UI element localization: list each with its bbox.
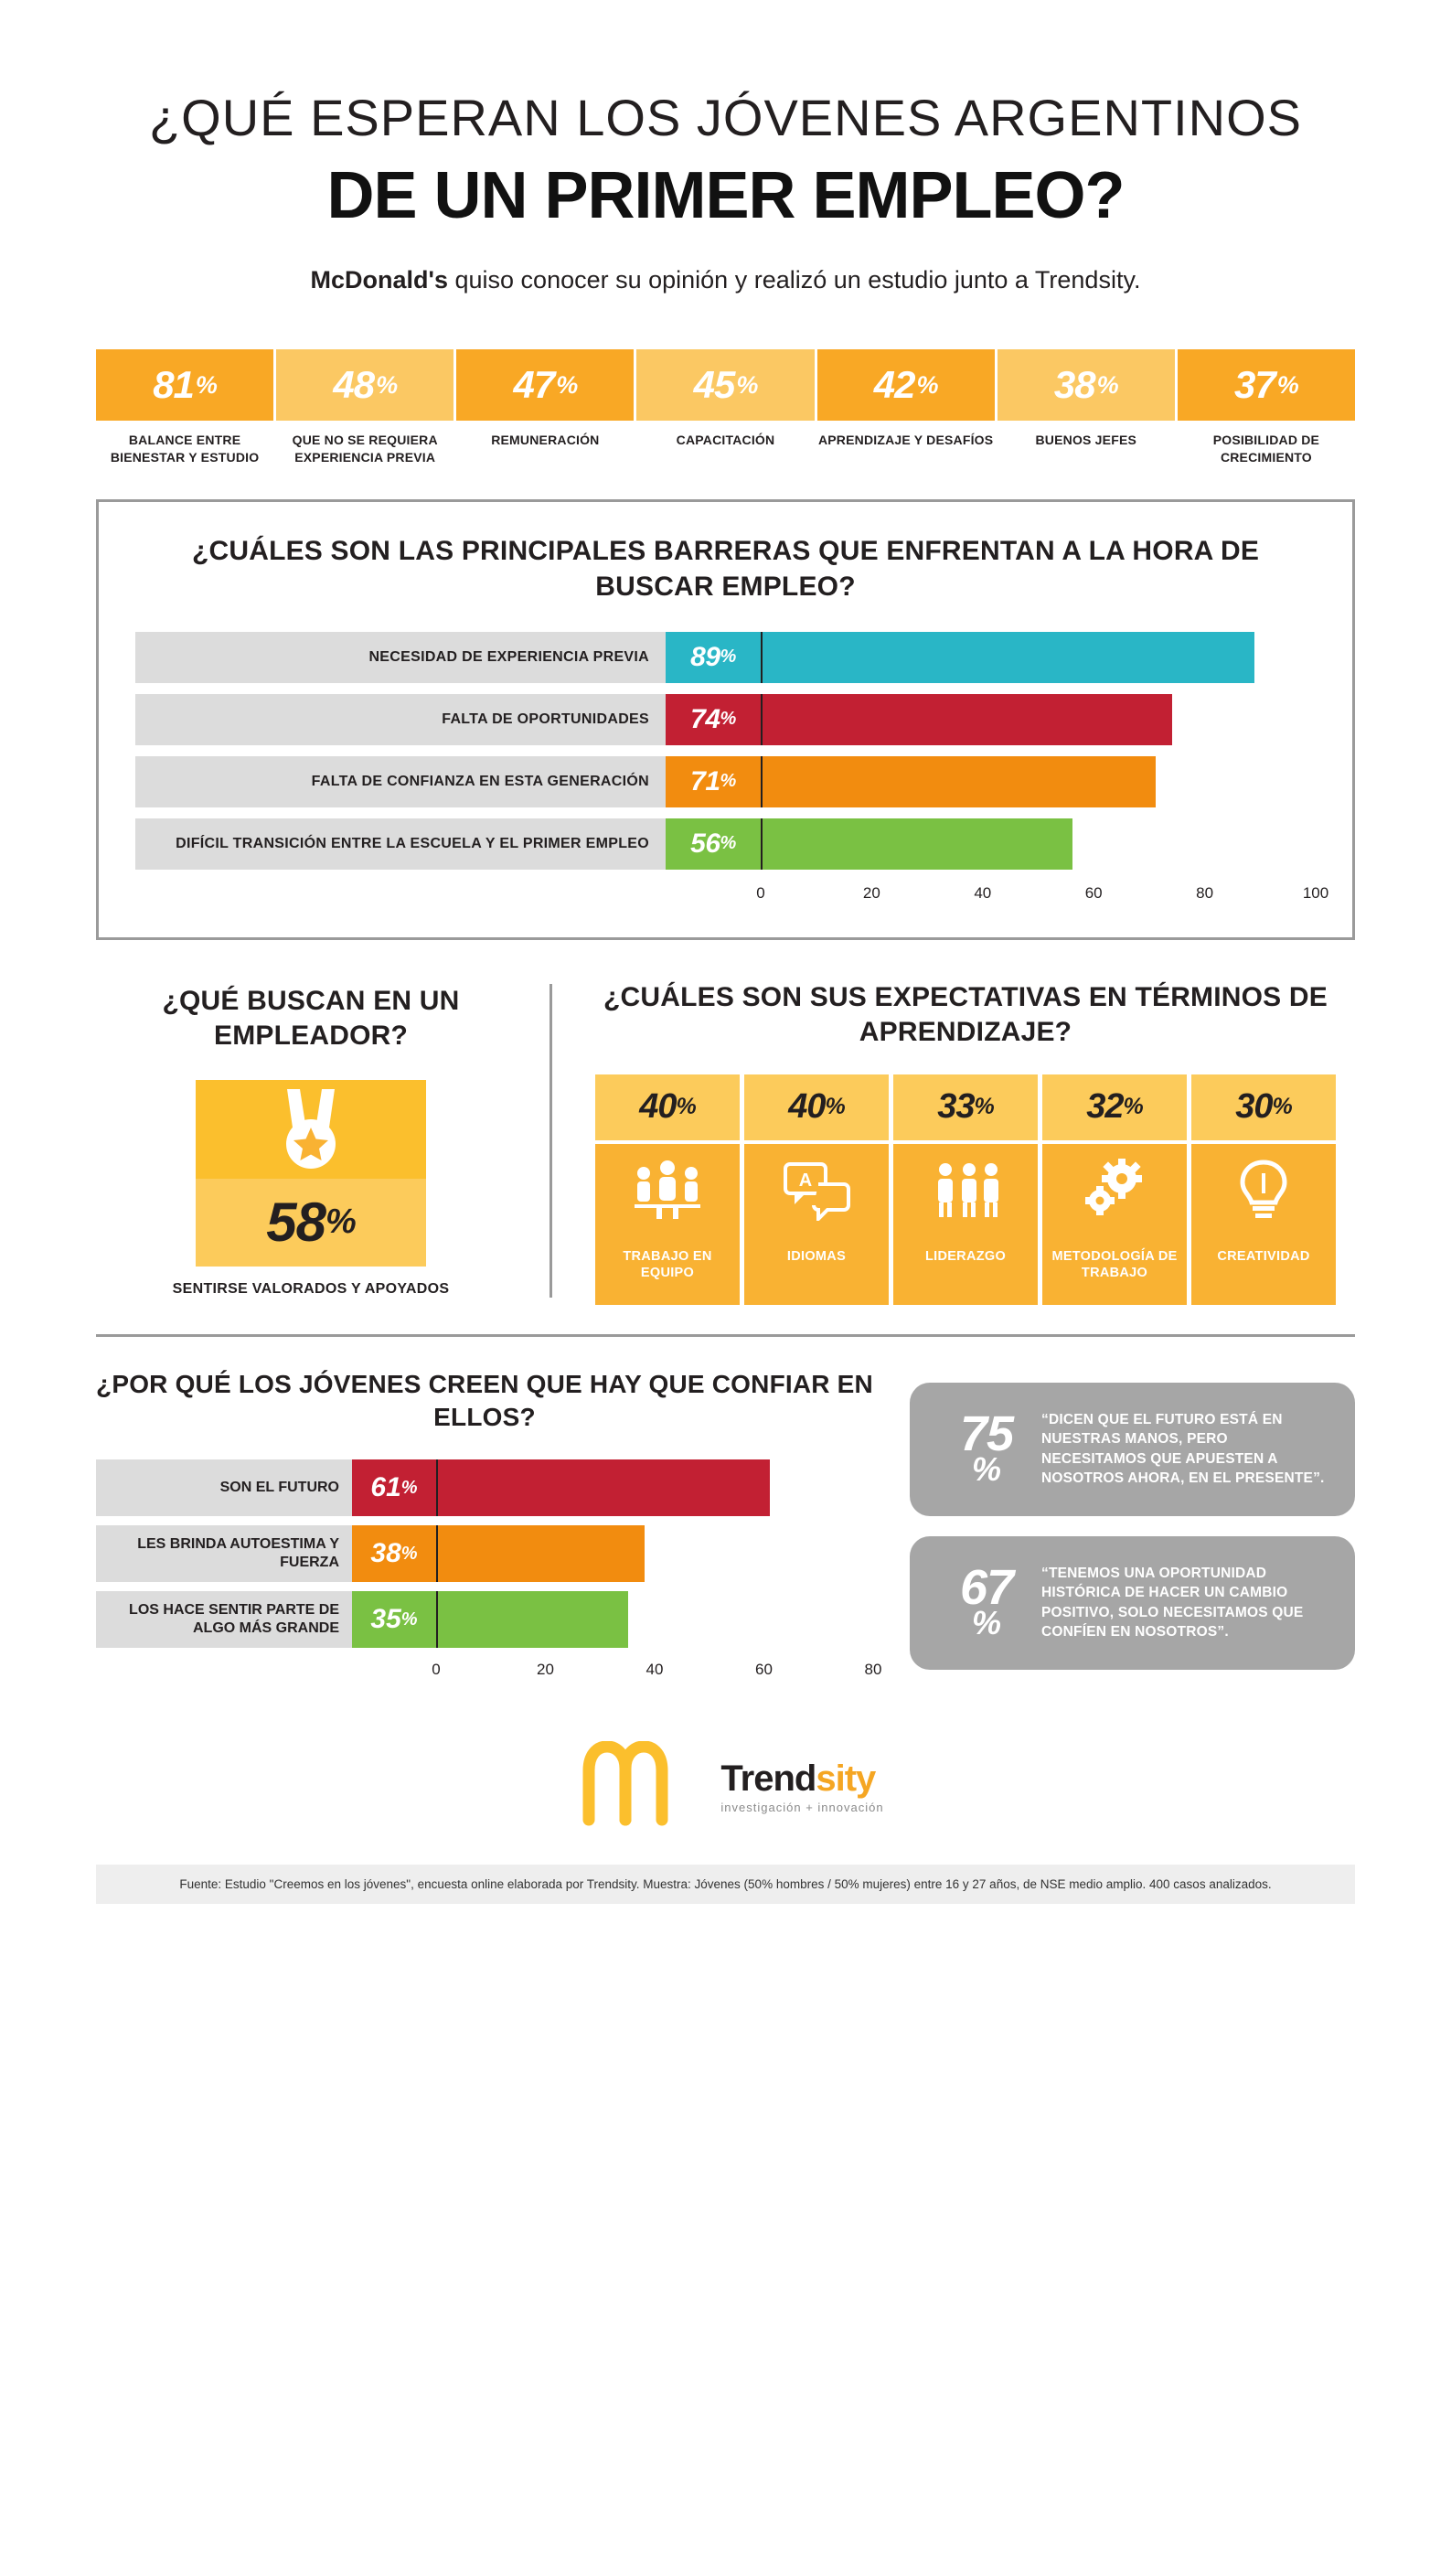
infographic-page (0, 88, 1451, 2576)
vertical-divider (549, 984, 552, 1298)
strip-value-box (456, 349, 634, 421)
learning-item (744, 1074, 889, 1281)
strip-pct: % (195, 370, 217, 399)
bar-fill (763, 756, 1156, 807)
strip-pct: % (916, 370, 938, 399)
quote-text: “TENEMOS UNA OPORTUNIDAD HISTÓRICA DE HACER UN CAMBIO POSITIVO, SOLO NECESITAMOS QUE CONFÍEN EN NOSOTROS”. (1041, 1565, 1304, 1640)
strip-value-box (276, 349, 453, 421)
trust-chart (96, 1459, 882, 1686)
learning-value: 32 % (1042, 1074, 1187, 1140)
bar-fill (763, 632, 1254, 683)
svg-text:A: A (798, 1170, 813, 1191)
strip-value: 48 (333, 363, 375, 406)
strip-value-box (96, 349, 273, 421)
employer-caption: SENTIRSE VALORADOS Y APOYADOS (172, 1280, 450, 1297)
bar-label: DIFÍCIL TRANSICIÓN ENTRE LA ESCUELA Y EL PRIMER EMPLEO (135, 818, 666, 870)
bar-label: FALTA DE OPORTUNIDADES (135, 694, 666, 745)
strip-value: 47 (513, 363, 555, 406)
quote-value: 75 % (959, 1406, 1014, 1489)
trendsity-tagline: investigación + innovación (720, 1800, 884, 1814)
axis-tick: 100 (1302, 883, 1329, 902)
barriers-chart (135, 632, 1329, 912)
quote-card (910, 1383, 1355, 1516)
learning-label: TRABAJO EN EQUIPO (623, 1248, 712, 1280)
learning-block (576, 980, 1355, 1281)
bar-label: SON EL FUTURO (96, 1459, 352, 1516)
bar-fill (438, 1525, 645, 1582)
speech-bubbles-icon (744, 1144, 889, 1305)
strip-item (636, 349, 814, 466)
bar-track (761, 756, 1316, 807)
bar-row (135, 694, 1316, 745)
employer-value: 58 % (196, 1179, 426, 1267)
learning-label: LIDERAZGO (924, 1248, 1007, 1264)
section-divider (96, 1334, 1355, 1337)
quotes-block (873, 1368, 1355, 1690)
strip-value: 45 (693, 363, 735, 406)
bar-row (135, 818, 1316, 870)
strip-pct: % (556, 370, 578, 399)
strip-label: QUE NO SE REQUIERA EXPERIENCIA PREVIA (292, 433, 438, 465)
bar-row (96, 1525, 873, 1582)
bar-track (761, 818, 1316, 870)
learning-value: 30 % (1191, 1074, 1336, 1140)
strip-label: REMUNERACIÓN (491, 433, 600, 447)
axis-tick: 20 (537, 1661, 554, 1679)
medal-icon (196, 1080, 426, 1179)
bar-value: 56 % (666, 818, 761, 870)
employer-title: ¿QUÉ BUSCAN EN UN EMPLEADOR? (162, 985, 460, 1052)
bar-row (135, 632, 1316, 683)
bar-fill (763, 818, 1072, 870)
bar-fill (763, 694, 1172, 745)
strip-label: APRENDIZAJE Y DESAFÍOS (817, 433, 994, 447)
mcdonalds-logo (567, 1741, 684, 1833)
barriers-x-axis (756, 881, 1329, 912)
strip-label: BALANCE ENTRE BIENESTAR Y ESTUDIO (110, 433, 260, 465)
bar-value: 61 % (352, 1459, 436, 1516)
bar-value: 35 % (352, 1591, 436, 1648)
learning-item (595, 1074, 740, 1281)
axis-tick: 40 (645, 1661, 664, 1679)
strip-value: 81 (153, 363, 194, 406)
bar-label: LES BRINDA AUTOESTIMA Y FUERZA (96, 1525, 352, 1582)
bar-track (436, 1525, 873, 1582)
bar-label: FALTA DE CONFIANZA EN ESTA GENERACIÓN (135, 756, 666, 807)
axis-tick: 0 (432, 1661, 441, 1679)
subtitle-rest: quiso conocer su opinión y realizó un estudio junto a Trendsity. (448, 266, 1141, 294)
axis-tick: 20 (862, 883, 880, 902)
strip-value: 42 (873, 363, 915, 406)
strip-pct: % (1096, 370, 1118, 399)
strip-pct: % (736, 370, 758, 399)
learning-item (893, 1074, 1038, 1281)
quote-value: 67 % (959, 1560, 1014, 1642)
axis-tick: 60 (755, 1661, 773, 1679)
bar-value: 38 % (352, 1525, 436, 1582)
bar-label: NECESIDAD DE EXPERIENCIA PREVIA (135, 632, 666, 683)
lightbulb-icon (1191, 1144, 1336, 1305)
trendsity-logo (720, 1760, 883, 1814)
strip-item (96, 349, 273, 466)
bar-value: 89 % (666, 632, 761, 683)
strip-item (1178, 349, 1355, 466)
expectations-strip (96, 349, 1355, 466)
strip-item (276, 349, 453, 466)
bar-value: 71 % (666, 756, 761, 807)
bar-label: LOS HACE SENTIR PARTE DE ALGO MÁS GRANDE (96, 1591, 352, 1648)
trust-block (96, 1368, 882, 1690)
strip-label: POSIBILIDAD DE CRECIMIENTO (1212, 433, 1320, 465)
footer-logos (96, 1741, 1355, 1833)
strip-item (456, 349, 634, 466)
bar-track (761, 694, 1316, 745)
bar-row (135, 756, 1316, 807)
strip-value-box (636, 349, 814, 421)
strip-label: CAPACITACIÓN (676, 433, 775, 447)
middle-section (96, 980, 1355, 1298)
bar-track (761, 632, 1316, 683)
strip-value: 38 (1053, 363, 1095, 406)
bar-value: 74 % (666, 694, 761, 745)
strip-value-box (1178, 349, 1355, 421)
bar-fill (438, 1459, 770, 1516)
bar-row (96, 1459, 873, 1516)
learning-label: METODOLOGÍA DE TRABAJO (1051, 1248, 1178, 1280)
learning-grid (576, 1074, 1355, 1281)
subtitle-brand: McDonald's (310, 266, 448, 294)
strip-value-box (998, 349, 1175, 421)
learning-item (1191, 1074, 1336, 1281)
bar-row (96, 1591, 873, 1648)
source-note: Fuente: Estudio "Creemos en los jóvenes", encuesta online elaborada por Trendsity. Muestra: Jóvenes (50% hombres / 50% mujeres) entre 16 y 27 años, de NSE medio amplio. 400 casos analizados. (96, 1865, 1355, 1904)
strip-item (998, 349, 1175, 466)
learning-value: 40 % (744, 1074, 889, 1140)
trust-title: ¿POR QUÉ LOS JÓVENES CREEN QUE HAY QUE CONFIAR EN ELLOS? (96, 1369, 873, 1431)
strip-label: BUENOS JEFES (1035, 433, 1137, 447)
axis-tick: 60 (1084, 883, 1103, 902)
bar-track (436, 1459, 873, 1516)
axis-tick: 0 (756, 883, 765, 902)
employer-block (96, 980, 526, 1298)
quote-text: “DICEN QUE EL FUTURO ESTÁ EN NUESTRAS MANOS, PERO NECESITAMOS QUE APUESTEN A NOSOTROS AHORA, EN EL PRESENTE”. (1041, 1411, 1325, 1486)
trendsity-name: Trendsity (720, 1758, 876, 1799)
learning-value: 33 % (893, 1074, 1038, 1140)
strip-pct: % (376, 370, 398, 399)
learning-value: 40 % (595, 1074, 740, 1140)
trust-x-axis (432, 1657, 882, 1686)
page-title-line1: ¿QUÉ ESPERAN LOS JÓVENES ARGENTINOS (148, 89, 1303, 146)
leadership-people-icon (893, 1144, 1038, 1305)
bottom-section (96, 1368, 1355, 1690)
strip-pct: % (1276, 370, 1298, 399)
quote-card (910, 1536, 1355, 1670)
axis-tick: 80 (864, 1661, 882, 1679)
learning-label: IDIOMAS (786, 1248, 847, 1264)
axis-tick: 80 (1196, 883, 1214, 902)
employer-medal-card (196, 1080, 426, 1267)
barriers-title: ¿CUÁLES SON LAS PRINCIPALES BARRERAS QUE ENFRENTAN A LA HORA DE BUSCAR EMPLEO? (191, 535, 1260, 602)
strip-item (817, 349, 995, 466)
bar-track (436, 1591, 873, 1648)
learning-item (1042, 1074, 1187, 1281)
page-title-line2: DE UN PRIMER EMPLEO? (326, 159, 1125, 232)
bar-fill (438, 1591, 628, 1648)
learning-title: ¿CUÁLES SON SUS EXPECTATIVAS EN TÉRMINOS DE APRENDIZAJE? (603, 981, 1328, 1048)
learning-label: CREATIVIDAD (1217, 1248, 1310, 1264)
barriers-panel (96, 499, 1355, 940)
strip-value-box (817, 349, 995, 421)
axis-tick: 40 (974, 883, 992, 902)
strip-value: 37 (1234, 363, 1275, 406)
page-subtitle (96, 266, 1355, 294)
